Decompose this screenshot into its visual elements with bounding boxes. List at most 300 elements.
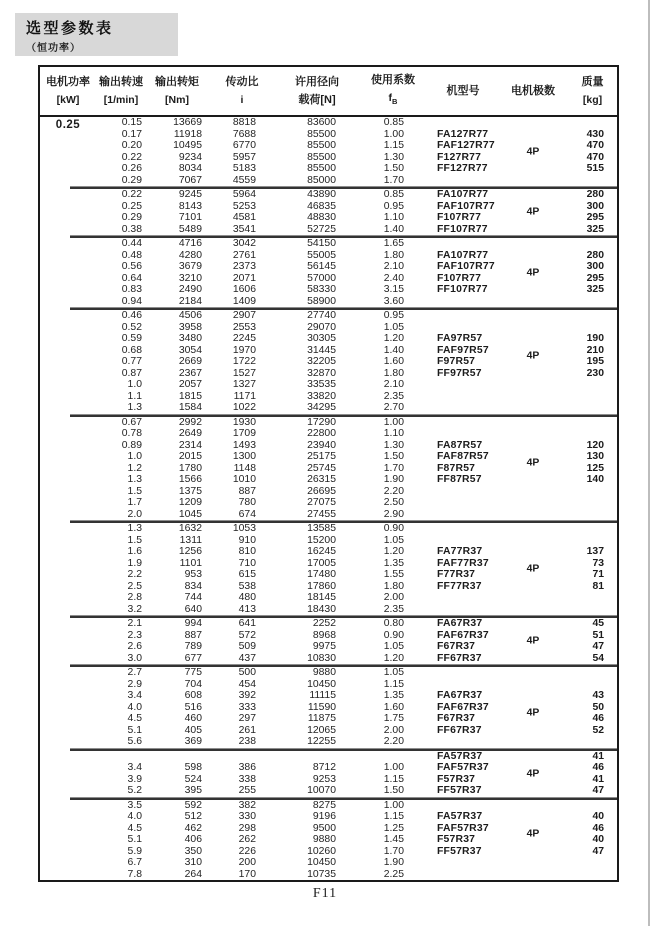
cell-service-factor: 1.10 — [383, 212, 404, 223]
cell-model — [428, 175, 498, 187]
cell-model — [428, 296, 498, 308]
cell-model: FF67R37 — [437, 652, 482, 664]
cell-output-torque: 2057 — [178, 379, 202, 390]
page-subtitle: （恒功率） — [26, 43, 81, 54]
cell-model: F77R37 — [437, 569, 476, 580]
cell-radial-load: 9975 — [312, 641, 336, 652]
cell-service-factor: 1.70 — [383, 174, 404, 186]
cell-model — [428, 391, 498, 403]
cell-weight: 280 — [586, 249, 604, 261]
cell-service-factor: 1.15 — [383, 678, 404, 690]
cell-motor-power — [40, 814, 96, 826]
cell-weight: 41 — [592, 773, 604, 785]
cell-weight: 41 — [592, 750, 604, 762]
table-row — [40, 163, 617, 175]
cell-output-torque: 460 — [184, 713, 202, 724]
cell-output-speed: 0.83 — [121, 284, 142, 295]
poles-value: 4P — [526, 456, 540, 468]
cell-output-torque: 4716 — [178, 238, 202, 249]
cell-service-factor: 0.95 — [383, 310, 404, 321]
cell-weight: 230 — [586, 367, 604, 379]
table-row — [40, 175, 617, 187]
cell-ratio: 1409 — [232, 295, 256, 307]
cell-motor-power — [40, 644, 96, 656]
cell-output-speed: 0.46 — [121, 310, 142, 321]
table-row — [40, 679, 617, 691]
cell-ratio: 509 — [238, 641, 256, 652]
cell-output-torque: 1780 — [178, 462, 202, 474]
table-row — [40, 857, 617, 869]
cell-output-torque: 264 — [184, 868, 202, 880]
cell-motor-power — [40, 394, 96, 406]
cell-weight: 51 — [592, 629, 604, 641]
cell-output-torque: 1256 — [178, 546, 202, 557]
cell-radial-load: 9880 — [312, 667, 336, 678]
cell-service-factor: 2.90 — [383, 508, 404, 520]
cell-output-torque: 3210 — [178, 272, 202, 284]
cell-output-speed: 5.1 — [127, 834, 142, 845]
cell-weight: 54 — [592, 652, 604, 664]
cell-ratio: 338 — [238, 773, 256, 785]
cell-radial-load: 85500 — [307, 163, 336, 174]
cell-output-speed: 2.5 — [127, 580, 142, 592]
cell-service-factor: 1.25 — [383, 822, 404, 834]
cell-weight: 47 — [592, 845, 604, 857]
table-row — [40, 368, 617, 380]
cell-output-speed: 5.1 — [127, 724, 142, 736]
cell-output-speed: 1.0 — [127, 379, 142, 390]
cell-radial-load: 85000 — [307, 174, 336, 186]
cell-model — [428, 667, 498, 679]
cell-model — [428, 869, 498, 881]
cell-service-factor: 2.50 — [383, 497, 404, 508]
cell-output-speed: 0.20 — [121, 140, 142, 151]
cell-ratio: 3541 — [232, 223, 256, 235]
cell-output-speed: 0.68 — [121, 344, 142, 356]
cell-service-factor: 1.70 — [383, 845, 404, 857]
cell-poles — [498, 618, 568, 630]
cell-weight — [568, 604, 617, 616]
cell-output-torque: 10495 — [173, 140, 202, 151]
cell-motor-power — [40, 466, 96, 478]
cell-output-speed: 3.9 — [127, 773, 142, 785]
cell-radial-load: 16245 — [307, 546, 336, 557]
cell-motor-power — [40, 348, 96, 360]
cell-ratio: 5183 — [232, 163, 256, 174]
cell-model: FAF57R37 — [437, 822, 489, 834]
cell-model: FA77R37 — [437, 546, 483, 557]
cell-poles — [498, 428, 568, 440]
cell-poles — [498, 846, 568, 858]
cell-weight: 295 — [586, 212, 604, 223]
table-section — [40, 117, 617, 186]
cell-poles — [498, 379, 568, 391]
cell-output-speed: 2.2 — [127, 569, 142, 580]
table-row — [40, 117, 617, 129]
cell-output-speed: 0.94 — [121, 295, 142, 307]
cell-poles — [498, 592, 568, 604]
cell-ratio: 674 — [238, 508, 256, 520]
cell-motor-power — [40, 739, 96, 751]
cell-weight: 210 — [586, 344, 604, 356]
cell-model: FF67R37 — [437, 724, 482, 736]
cell-ratio: 780 — [238, 497, 256, 508]
table-row — [40, 238, 617, 250]
cell-poles — [498, 129, 568, 141]
cell-radial-load: 32870 — [307, 367, 336, 379]
selection-parameter-table — [38, 65, 619, 882]
cell-ratio: 298 — [238, 822, 256, 834]
table-row — [40, 428, 617, 440]
cell-output-speed: 2.1 — [127, 618, 142, 629]
cell-weight — [568, 310, 617, 322]
table-row — [40, 509, 617, 521]
table-section — [40, 238, 617, 307]
table-section — [40, 310, 617, 414]
cell-radial-load: 25175 — [307, 451, 336, 462]
cell-service-factor: 2.25 — [383, 868, 404, 880]
cell-motor-power — [40, 227, 96, 239]
cell-service-factor: 1.35 — [383, 557, 404, 569]
cell-model — [428, 402, 498, 414]
cell-motor-power — [40, 670, 96, 682]
cell-ratio: 810 — [238, 546, 256, 557]
cell-ratio: 437 — [238, 652, 256, 664]
cell-motor-power — [40, 132, 96, 144]
cell-model: F67R37 — [437, 641, 476, 652]
cell-output-torque: 1566 — [178, 474, 202, 485]
cell-radial-load: 34295 — [307, 402, 336, 413]
cell-output-speed: 3.5 — [127, 799, 142, 811]
cell-model: F87R57 — [437, 462, 476, 474]
cell-model — [428, 238, 498, 250]
table-row — [40, 391, 617, 403]
cell-radial-load: 8275 — [312, 799, 336, 811]
cell-service-factor: 1.90 — [383, 474, 404, 485]
cell-radial-load: 9196 — [312, 811, 336, 822]
cell-model: FA57R37 — [437, 811, 483, 822]
cell-model — [428, 117, 498, 129]
cell-ratio: 7688 — [232, 128, 256, 140]
cell-poles — [498, 163, 568, 175]
cell-ratio: 1171 — [233, 390, 256, 402]
cell-output-speed: 0.89 — [121, 439, 142, 451]
cell-ratio: 170 — [238, 868, 256, 880]
cell-output-torque: 677 — [184, 652, 202, 664]
cell-output-speed: 2.6 — [127, 641, 142, 652]
cell-output-torque: 1045 — [178, 508, 202, 520]
cell-motor-power — [40, 155, 96, 167]
cell-poles — [498, 546, 568, 558]
cell-output-torque: 7067 — [178, 174, 202, 186]
cell-service-factor: 2.35 — [383, 603, 404, 615]
cell-output-speed: 1.6 — [127, 546, 142, 557]
cell-output-speed: 3.4 — [127, 690, 142, 701]
cell-output-torque: 4506 — [178, 310, 202, 321]
cell-weight — [568, 428, 617, 440]
cell-motor-power — [40, 313, 96, 325]
cell-ratio: 1327 — [232, 379, 256, 390]
cell-model — [428, 800, 498, 812]
cell-ratio: 2553 — [232, 321, 256, 333]
cell-service-factor: 2.40 — [383, 272, 404, 284]
cell-ratio: 200 — [238, 857, 256, 868]
cell-motor-power — [40, 549, 96, 561]
cell-weight: 137 — [586, 546, 604, 557]
table-section — [40, 751, 617, 797]
cell-output-torque: 13669 — [173, 117, 202, 128]
cell-output-torque: 462 — [184, 822, 202, 834]
cell-weight: 300 — [586, 200, 604, 212]
cell-model — [428, 509, 498, 521]
table-row — [40, 581, 617, 593]
table-section — [40, 189, 617, 235]
table-row — [40, 284, 617, 296]
cell-weight: 470 — [586, 140, 604, 151]
cell-weight: 46 — [592, 713, 604, 724]
cell-output-speed: 5.6 — [127, 736, 142, 747]
cell-service-factor: 1.10 — [383, 428, 404, 439]
cell-motor-power — [40, 512, 96, 524]
cell-weight: 190 — [586, 333, 604, 344]
cell-model: FAF77R37 — [437, 557, 489, 569]
cell-output-torque: 1584 — [178, 402, 202, 413]
cell-motor-power — [40, 325, 96, 337]
cell-motor-power — [40, 728, 96, 740]
cell-ratio: 226 — [238, 845, 256, 857]
cell-poles — [498, 474, 568, 486]
cell-radial-load: 85500 — [307, 140, 336, 151]
cell-output-speed: 1.9 — [127, 557, 142, 569]
cell-motor-power — [40, 192, 96, 204]
cell-poles — [498, 322, 568, 334]
cell-model: F67R37 — [437, 713, 476, 724]
cell-radial-load: 10070 — [307, 785, 336, 796]
cell-output-torque: 310 — [184, 857, 202, 868]
cell-weight: 195 — [586, 356, 604, 367]
cell-output-speed: 1.1 — [127, 390, 142, 402]
cell-motor-power — [40, 454, 96, 466]
cell-radial-load: 83600 — [307, 117, 336, 128]
cell-output-speed: 2.7 — [127, 667, 142, 678]
cell-ratio: 1970 — [232, 344, 256, 356]
cell-service-factor: 1.15 — [383, 773, 404, 785]
cell-output-torque: 1632 — [178, 523, 202, 534]
cell-poles — [498, 117, 568, 129]
cell-weight — [568, 592, 617, 604]
cell-output-speed: 0.44 — [121, 238, 142, 249]
cell-motor-power — [40, 443, 96, 455]
cell-service-factor: 0.95 — [383, 200, 404, 212]
cell-motor-power — [40, 682, 96, 694]
cell-output-speed: 0.67 — [121, 416, 142, 428]
table-row — [40, 440, 617, 452]
cell-motor-power — [40, 584, 96, 596]
cell-service-factor: 3.60 — [383, 295, 404, 307]
cell-weight — [568, 857, 617, 869]
cell-model: FA67R37 — [437, 618, 483, 629]
cell-output-torque: 512 — [184, 811, 202, 822]
cell-output-speed: 4.0 — [127, 811, 142, 822]
cell-model: FAF57R37 — [437, 762, 489, 773]
cell-model — [428, 857, 498, 869]
cell-radial-load: 52725 — [307, 223, 336, 235]
table-row — [40, 618, 617, 630]
table-row — [40, 486, 617, 498]
cell-weight — [568, 238, 617, 250]
cell-ratio: 910 — [238, 534, 256, 546]
cell-poles — [498, 523, 568, 535]
cell-output-torque: 7101 — [178, 212, 202, 223]
cell-radial-load: 23940 — [307, 439, 336, 451]
poles-value: 4P — [526, 635, 540, 647]
cell-model: FF57R37 — [437, 785, 482, 796]
cell-service-factor: 1.65 — [383, 238, 404, 249]
cell-ratio: 1527 — [232, 367, 256, 379]
cell-radial-load: 27740 — [307, 310, 336, 321]
cell-weight: 46 — [592, 822, 604, 834]
cell-motor-power — [40, 204, 96, 216]
cell-poles — [498, 690, 568, 702]
cell-poles — [498, 250, 568, 262]
cell-output-torque: 598 — [184, 762, 202, 773]
cell-output-speed: 4.5 — [127, 713, 142, 724]
cell-motor-power — [40, 826, 96, 838]
cell-weight — [568, 379, 617, 391]
table-header — [40, 67, 617, 117]
cell-output-torque: 592 — [184, 799, 202, 811]
cell-poles — [498, 284, 568, 296]
cell-weight — [568, 667, 617, 679]
cell-ratio: 2373 — [232, 261, 256, 272]
cell-output-speed: 0.59 — [121, 333, 142, 344]
table-section — [40, 417, 617, 521]
cell-radial-load: 55005 — [307, 249, 336, 261]
cell-model — [428, 679, 498, 691]
cell-weight — [568, 175, 617, 187]
table-row — [40, 800, 617, 812]
cell-model: FA107R77 — [437, 189, 489, 200]
cell-motor-power — [40, 264, 96, 276]
cell-output-speed: 3.2 — [127, 603, 142, 615]
poles-value: 4P — [526, 350, 540, 362]
cell-poles — [498, 224, 568, 236]
cell-motor-power — [40, 405, 96, 417]
cell-weight: 130 — [586, 451, 604, 462]
cell-ratio: 1148 — [233, 462, 256, 474]
cell-motor-power — [40, 538, 96, 550]
cell-output-torque: 789 — [184, 641, 202, 652]
cell-model: FAF67R37 — [437, 629, 489, 641]
cell-model: FAF67R37 — [437, 701, 489, 713]
cell-motor-power — [40, 607, 96, 619]
cell-radial-load: 58330 — [307, 284, 336, 295]
cell-radial-load: 10450 — [307, 678, 336, 690]
cell-poles — [498, 417, 568, 429]
cell-model: FF87R57 — [437, 474, 482, 485]
cell-weight — [568, 117, 617, 129]
header-weight: 质量 [kg] — [581, 76, 604, 106]
cell-radial-load: 11590 — [307, 701, 336, 713]
header-service-factor: 使用系数 $f_B$ — [371, 73, 415, 107]
cell-service-factor: 1.05 — [383, 641, 404, 652]
cell-ratio: 1606 — [232, 284, 256, 295]
cell-output-speed: 1.7 — [127, 497, 142, 508]
cell-service-factor: 1.35 — [383, 690, 404, 701]
cell-service-factor: 1.15 — [383, 140, 404, 151]
cell-poles — [498, 310, 568, 322]
cell-model — [428, 497, 498, 509]
cell-model — [428, 486, 498, 498]
cell-output-speed: 4.5 — [127, 822, 142, 834]
cell-model: FAF97R57 — [437, 344, 489, 356]
cell-motor-power — [40, 371, 96, 383]
cell-ratio: 2071 — [232, 272, 256, 284]
cell-output-speed: 0.38 — [121, 223, 142, 235]
cell-output-torque: 9234 — [178, 151, 202, 163]
cell-service-factor: 1.80 — [383, 249, 404, 261]
cell-motor-power — [40, 359, 96, 371]
cell-output-torque: 3480 — [178, 333, 202, 344]
cell-motor-power — [40, 215, 96, 227]
cell-ratio: 261 — [238, 724, 256, 736]
cell-poles — [498, 175, 568, 187]
cell-poles — [498, 440, 568, 452]
cell-service-factor: 1.20 — [383, 333, 404, 344]
table-row — [40, 736, 617, 748]
cell-output-torque — [146, 751, 208, 763]
cell-ratio: 1022 — [232, 402, 256, 413]
cell-model: FAF87R57 — [437, 451, 489, 462]
cell-radial-load: 46835 — [307, 200, 336, 212]
cell-model: FF127R77 — [437, 163, 488, 174]
cell-service-factor: 2.10 — [383, 261, 404, 272]
cell-weight — [568, 296, 617, 308]
table-row — [40, 785, 617, 797]
cell-weight — [568, 402, 617, 414]
cell-weight: 52 — [592, 724, 604, 736]
cell-service-factor: 1.50 — [383, 451, 404, 462]
cell-ratio: 333 — [238, 701, 256, 713]
cell-model: F57R37 — [437, 773, 476, 785]
cell-output-speed: 1.2 — [127, 462, 142, 474]
poles-value: 4P — [526, 206, 540, 218]
cell-ratio: 5964 — [232, 189, 256, 200]
cell-output-speed: 0.48 — [121, 249, 142, 261]
cell-radial-load: 26315 — [307, 474, 336, 485]
cell-service-factor: 1.05 — [383, 321, 404, 333]
cell-poles — [498, 857, 568, 869]
cell-weight — [568, 486, 617, 498]
page-title: 选型参数表 — [26, 20, 114, 37]
cell-radial-load: 33535 — [307, 379, 336, 390]
cell-output-torque: 3054 — [178, 344, 202, 356]
cell-service-factor: 1.30 — [383, 439, 404, 451]
cell-ratio: 8818 — [232, 117, 256, 128]
cell-service-factor: 0.90 — [383, 629, 404, 641]
cell-service-factor: 1.55 — [383, 569, 404, 580]
table-row — [40, 604, 617, 616]
cell-output-speed: 2.8 — [127, 592, 142, 603]
cell-output-torque: 1815 — [178, 390, 202, 402]
cell-motor-power — [40, 849, 96, 861]
cell-output-speed: 1.3 — [127, 474, 142, 485]
cell-motor-power — [40, 382, 96, 394]
cell-poles — [498, 667, 568, 679]
cell-motor-power — [40, 241, 96, 253]
cell-weight: 73 — [592, 557, 604, 569]
cell-motor-power — [40, 595, 96, 607]
